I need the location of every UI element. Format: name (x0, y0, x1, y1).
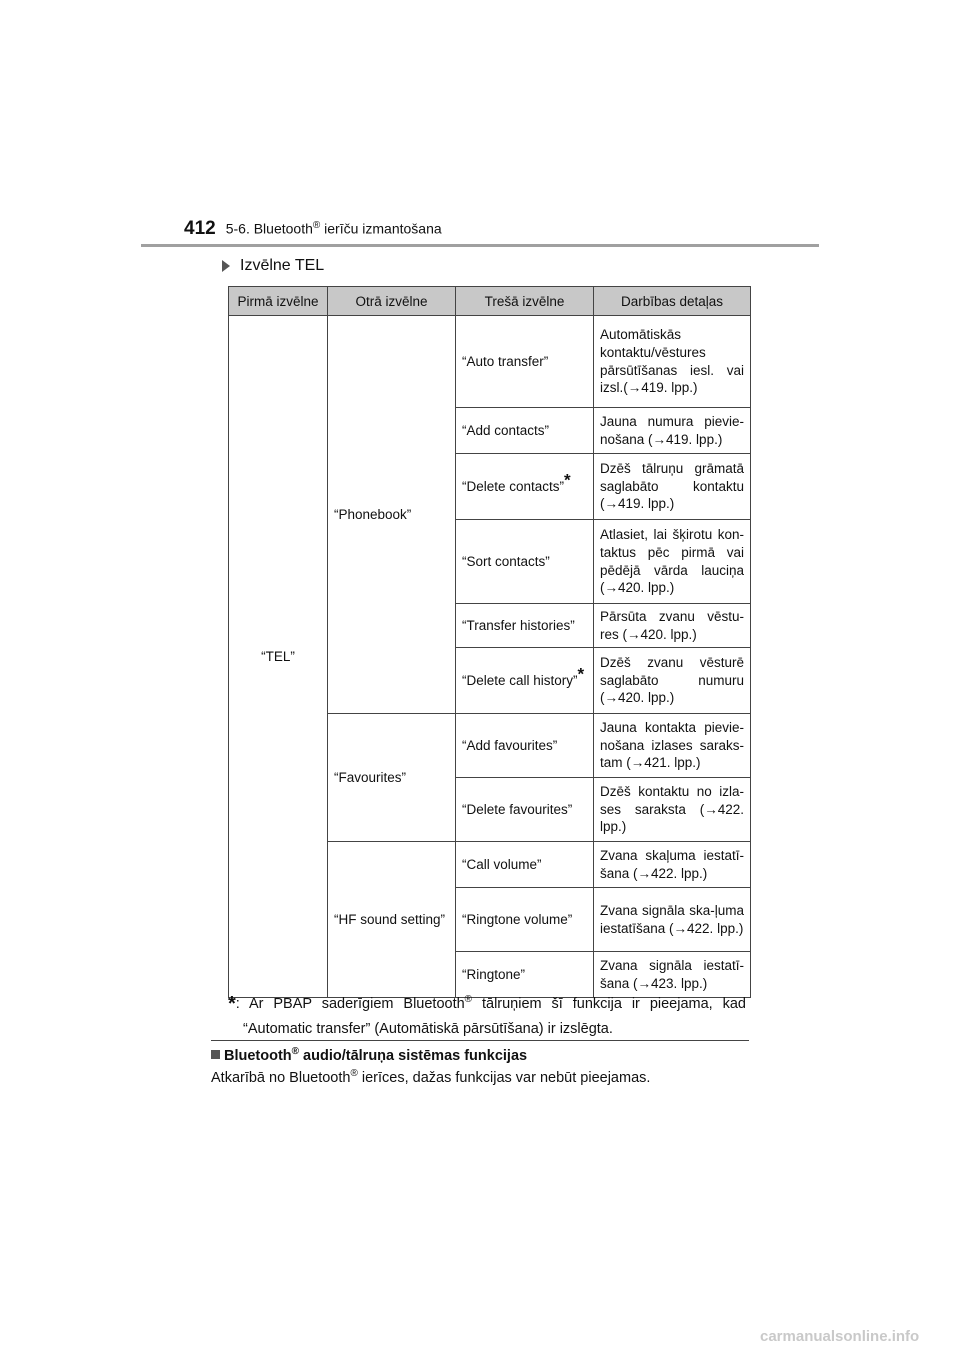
footnote-star: * (564, 470, 571, 490)
third-menu-cell: “Ringtone” (456, 952, 594, 998)
details-cell: Automātiskās kontaktu/vēstures pārsūtīšanas iesl. vai izsl.(→419. lpp.) (594, 316, 751, 408)
header-divider (141, 244, 819, 247)
details-cell: Pārsūta zvanu vēstu-res (→420. lpp.) (594, 604, 751, 648)
square-bullet-icon (211, 1050, 220, 1059)
col-header-first: Pirmā izvēlne (229, 287, 328, 316)
section-title: Izvēlne TEL (222, 257, 324, 275)
details-cell: Dzēš zvanu vēsturē saglabāto numuru (→420. lpp.) (594, 648, 751, 714)
second-menu-cell: “Favourites” (328, 714, 456, 842)
col-header-second: Otrā izvēlne (328, 287, 456, 316)
details-cell: Atlasiet, lai šķirotu kon-taktus pēc pirmā vai pēdējā vārda lauciņa (→420. lpp.) (594, 520, 751, 604)
page-number: 412 (184, 218, 216, 239)
details-cell: Jauna kontakta pievie-nošana izlases saraks-tam (→421. lpp.) (594, 714, 751, 778)
details-cell: Zvana signāla ska-ļuma iestatīšana (→422. lpp.) (594, 888, 751, 952)
watermark: carmanualsonline.info (760, 1328, 920, 1345)
table-row (229, 316, 751, 408)
third-menu-cell: “Add contacts” (456, 408, 594, 454)
col-header-third: Trešā izvēlne (456, 287, 594, 316)
footnote-star: * (228, 993, 236, 1015)
page-header (184, 218, 442, 240)
note-body: Atkarībā no Bluetooth® ierīces, dažas funkcijas var nebūt pieejamas. (211, 1068, 651, 1086)
third-menu-cell: “Auto transfer” (456, 316, 594, 408)
third-menu-cell: “Sort contacts” (456, 520, 594, 604)
second-menu-cell: “Phonebook” (328, 316, 456, 714)
chapter-title: 5-6. Bluetooth® ierīču izmantošana (225, 220, 442, 237)
details-cell: Zvana skaļuma iestatī-šana (→422. lpp.) (594, 842, 751, 888)
details-cell: Dzēš kontaktu no izla-ses saraksta (→422. lpp.) (594, 778, 751, 842)
note-divider (211, 1040, 749, 1041)
triangle-bullet-icon (222, 260, 230, 272)
third-menu-cell: “Call volume” (456, 842, 594, 888)
note-title: Bluetooth® audio/tālruņa sistēmas funkcijas (211, 1046, 527, 1064)
third-menu-cell: “Delete favourites” (456, 778, 594, 842)
footnote-star: * (577, 664, 585, 684)
col-header-details: Darbības detaļas (594, 287, 751, 316)
second-menu-cell: “HF sound setting” (328, 842, 456, 998)
third-menu-cell: “Transfer histories” (456, 604, 594, 648)
details-cell: Jauna numura pievie-nošana (→419. lpp.) (594, 408, 751, 454)
third-menu-cell: “Add favourites” (456, 714, 594, 778)
third-menu-cell: “Delete contacts”* (456, 454, 594, 520)
third-menu-cell: “Ringtone volume” (456, 888, 594, 952)
details-cell: Dzēš tālruņu grāmatā saglabāto kontaktu (→419. lpp.) (594, 454, 751, 520)
third-menu-cell: “Delete call history”* (456, 648, 594, 714)
details-cell: Zvana signāla iestatī-šana (→423. lpp.) (594, 952, 751, 998)
footnote: *: Ar PBAP saderīgiem Bluetooth® tālruņiem šī funkcija ir pieejama, kad “Automatic transfer” (Automātiskā pārsūtīšana) ir izslēgta. (228, 993, 746, 1037)
first-menu-cell: “TEL” (229, 316, 328, 998)
table-header-row (229, 287, 751, 316)
tel-menu-table (228, 286, 751, 998)
